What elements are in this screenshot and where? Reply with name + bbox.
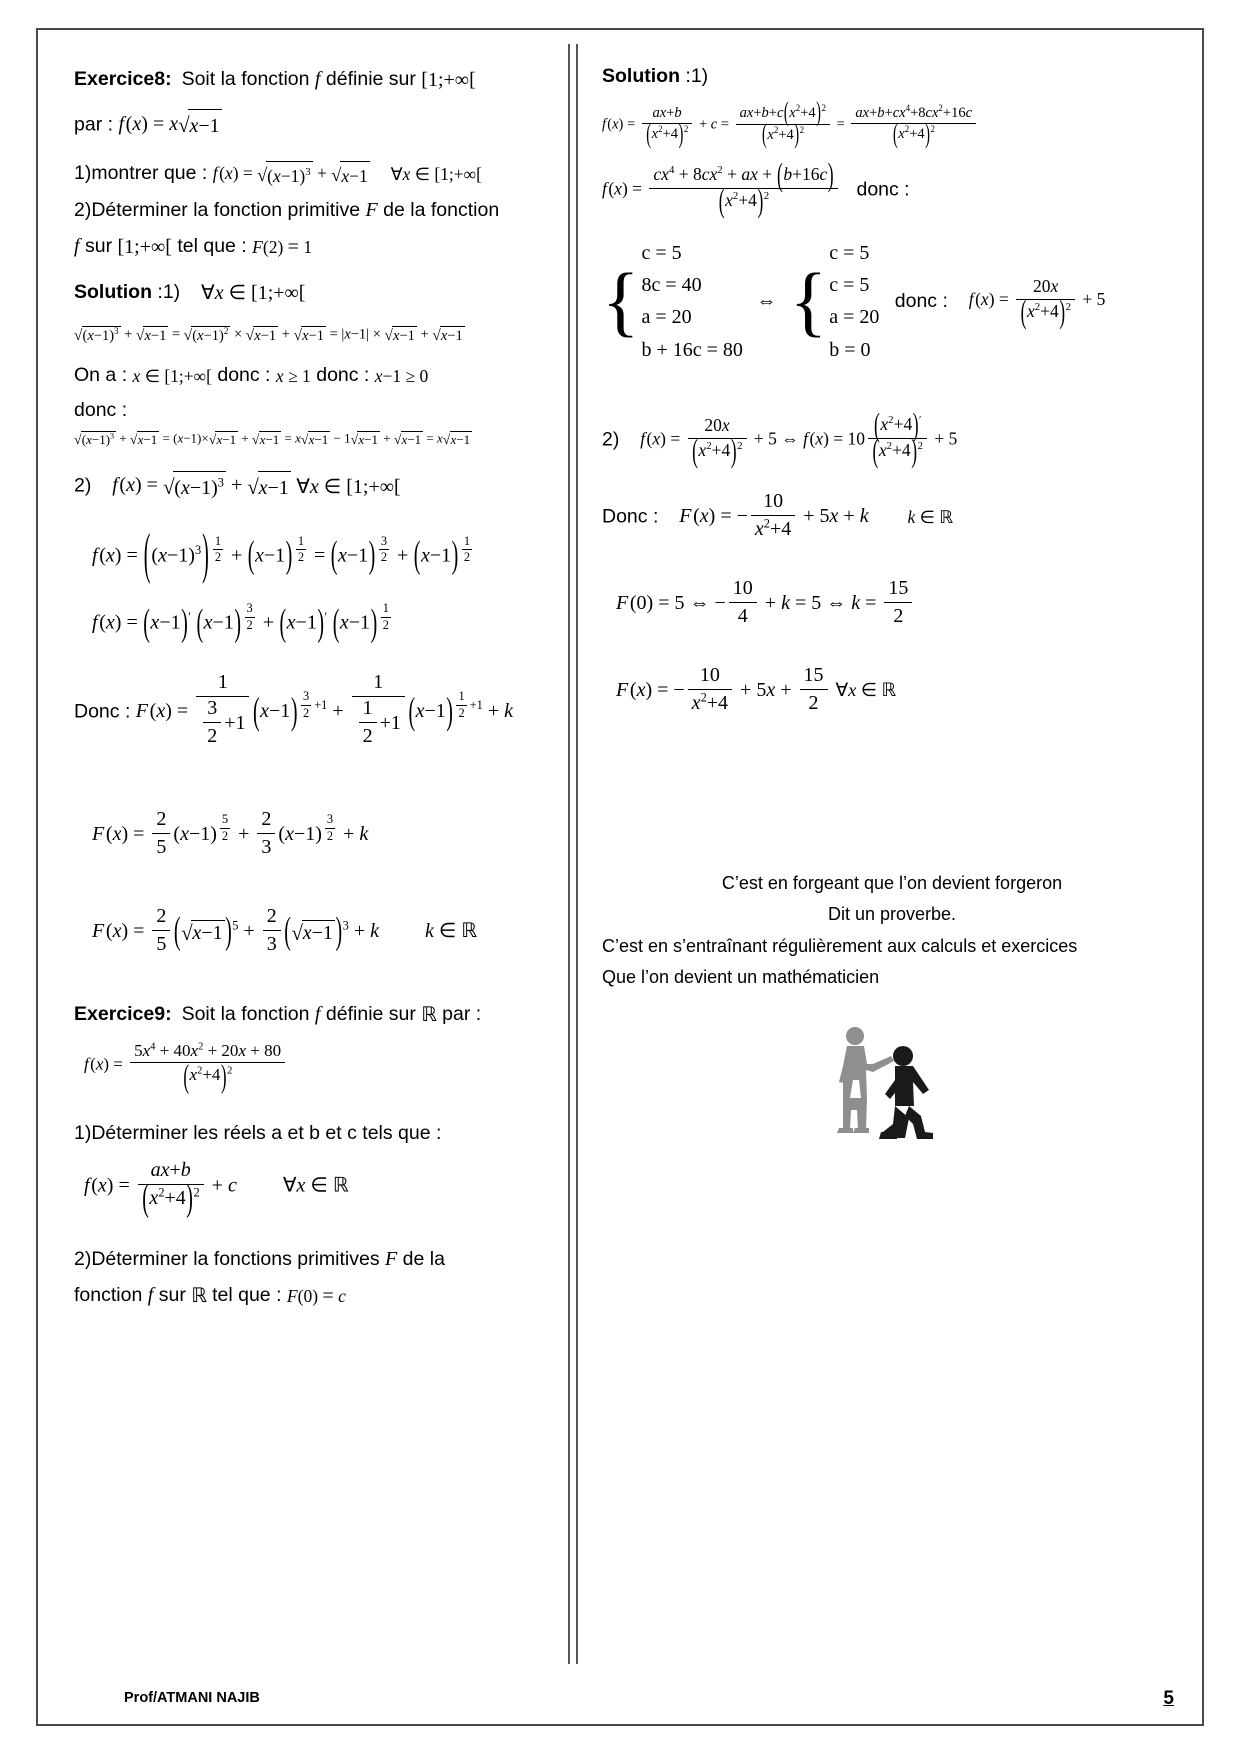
proverb-block <box>602 868 1182 994</box>
system-left-row: b + 16c = 80 <box>641 338 743 361</box>
part2-fx: f $(x) = √(x-1)^3 + √x-1$ <box>112 470 291 503</box>
solution8-eq2: $√(x-1)^3 + √x-1 = (x-1)\times√x-1 + √x-1 = x√x-1 - 1√x-1 + √x-1 = x√x-1$ <box>74 430 471 448</box>
solution9-eq2-line <box>602 155 1182 220</box>
exercise8-q2 <box>74 195 558 225</box>
footer-author: Prof/ATMANI NAJIB <box>124 1690 260 1706</box>
exercise8-par-line <box>74 109 558 142</box>
solution8-eq1: $√(x-1)^3 + √x-1 = √(x-1)^2 \times √x-1 + √x-1 = |x-1| \times √x-1 + √x-1$ <box>74 326 463 345</box>
solution8-eq5: F (x) = 1 $\frac{3}{2}$ +1 (x−1) $^{\frac{3}{2} +1}$ + 1 $\frac{1}{2}$ +1 (x−1) $^{\frac{1}{2} +1}$ + k <box>135 670 514 747</box>
solution8-eq7: F (x) = $\frac{2}{5}$ (√x−1 )$^5$ + $\frac{2}{3}$ (√x−1 )$^3$ + k k ∈ ℝ <box>92 904 477 955</box>
solution8-eq3: f $(x) = ((x-1)^3)$ $^{\frac{1}{2}}$ + (x−1) $^{\frac{1}{2}}$ = (x−1) $^{\frac{3}{2}}$ + (x−1) $^{\frac{1}{2}}$ <box>92 524 471 587</box>
exercise9-q2-F: F <box>385 1247 398 1270</box>
exercise8-mid: définie sur <box>325 68 416 90</box>
exercise9-q2-telque: tel que : <box>212 1283 282 1306</box>
solution8-donc-label: donc : <box>74 399 128 422</box>
system-left <box>602 237 743 367</box>
page-footer <box>38 1670 1202 1710</box>
solution9-heading <box>602 62 1182 91</box>
system-left-row: a = 20 <box>641 306 692 329</box>
ona-donc1: donc : <box>217 363 271 386</box>
solution9-systems <box>602 237 1182 367</box>
q1-text: 1)montrer que : <box>74 162 208 185</box>
q1-forall: ∀x ∈ [1;+∞[ <box>390 164 482 185</box>
exercise9-q2-sur: sur <box>158 1283 186 1306</box>
q2-text: 2)Déterminer la fonction primitive <box>74 199 361 222</box>
figure-container <box>602 1020 1182 1150</box>
solution9-eq3: f (x) = $\frac{20x}{(x^2+4)^2}$ + 5 ⇔ f (x) = 10 $\frac{(x^2+4)'}{(x^2+4)^2}$ + 5 <box>640 405 958 470</box>
solution9-eq2: f (x) = $\frac{cx^4 + 8cx^2 + ax + (b+16c)}{(x^2+4)^2}$ <box>602 166 841 215</box>
system-donc: donc : <box>894 289 948 312</box>
exercise9-q2-condition: F(0) = c <box>286 1284 346 1307</box>
exercise8-q2-line2 <box>74 231 558 262</box>
q2-rest: de la fonction <box>383 199 500 222</box>
solution8-heading <box>74 278 558 308</box>
solution8-marker: :1) <box>157 281 181 304</box>
q2-condition: F(2) = 1 <box>252 236 313 259</box>
system-right-row: a = 20 <box>829 306 880 329</box>
system-right-row: b = 0 <box>829 338 871 361</box>
exercise9-q2-rest: de la <box>402 1247 445 1270</box>
solution9-donc-label: Donc : <box>602 505 659 528</box>
exercise8-heading <box>74 64 558 95</box>
equivalence-symbol: ⇔ <box>756 290 777 313</box>
q2-sur: sur <box>84 235 113 258</box>
solution8-part2 <box>74 470 558 503</box>
proverb-line4: Que l’on devient un mathématicien <box>602 967 880 988</box>
system-right <box>790 237 880 367</box>
solution9-eq1: f (x) = $\frac{ax+b}{(x^2+4)^2}$ + c = $\frac{ax+b+c(x^2+4)^2}{(x^2+4)^2}$ = $\frac{ax+b+cx^4+8cx^2+16c}{(x^2+4)^2}$ <box>602 105 1182 145</box>
solution9-eq5: F (0) = 5 ⇔ − $\frac{10}{4}$ + k = 5 ⇔ k = $\frac{15}{2}$ <box>616 578 1182 631</box>
footer-page-number: 5 <box>1163 1688 1174 1709</box>
exercise9-f-symbol: f <box>314 1002 321 1025</box>
donc2-label: Donc : <box>74 700 131 723</box>
exercise9-q1: 1)Déterminer les réels a et b et c tels que : <box>74 1121 442 1144</box>
solution9-eq2-donc: donc : <box>856 178 910 201</box>
ona-ge1: x ≥ 1 <box>275 365 311 386</box>
q1-formula: f $(x) = √(x-1)^3 + √x-1$ <box>213 160 370 190</box>
solution9-marker: :1) <box>685 65 709 87</box>
ona-donc2: donc : <box>316 363 370 386</box>
column-divider <box>568 44 578 1664</box>
left-brace-icon: { <box>602 257 640 345</box>
q2-telque: tel que : <box>177 235 247 258</box>
solution9-eq4-k: k ∈ ℝ <box>907 507 953 528</box>
par-label: par : <box>74 113 114 136</box>
exercise9-q2-text: 2)Déterminer la fonctions primitives <box>74 1247 380 1270</box>
solution8-label: Solution <box>74 281 152 304</box>
solution8-donc2-line <box>74 672 558 753</box>
q2-f-symbol: f <box>74 235 80 258</box>
exercise8-formula: f (x) = x√x−1 <box>118 109 221 142</box>
ona-ge0: x−1 ≥ 0 <box>374 365 429 386</box>
left-brace-icon: { <box>789 257 828 345</box>
exercise8-domain: [1;+∞[ <box>421 68 476 91</box>
left-column <box>52 44 568 1664</box>
part2-marker: 2) <box>74 474 92 497</box>
solution9-eq4: F (x) = − $\frac{10}{x^2+4}$ + 5x + k <box>679 489 869 540</box>
right-column <box>588 44 1188 1664</box>
proverb-line1: C’est en forgeant que l’on devient forgeron <box>721 872 1063 893</box>
exercise9-q1-formula: f (x) = $\frac{ax+b}{(x^2+4)^2}$ + c ∀x ∈ ℝ <box>84 1158 349 1220</box>
exercise9-q2-lead: fonction <box>74 1283 143 1306</box>
solution8-forall: ∀x ∈ [1;+∞[ <box>201 282 306 305</box>
system-right-row: c = 5 <box>829 273 870 296</box>
solution9-eq6: F (x) = − $\frac{10}{x^2+4}$ + 5x + $\frac{15}{2}$ ∀x ∈ ℝ <box>616 663 896 714</box>
exercise9-mid: définie sur <box>325 1002 416 1025</box>
exercise8-q1 <box>74 159 558 189</box>
exercise9-formula: f (x) = $\frac{5x^4 + 40x^2 + 20x + 80}{(x^2+4)^2}$ <box>84 1042 558 1089</box>
exercise9-end: par : <box>442 1002 482 1025</box>
system-left-row: c = 5 <box>641 241 682 264</box>
exercise9-domain: ℝ <box>421 1003 437 1026</box>
exercise9-q2 <box>74 1244 558 1274</box>
ona-text: On a : <box>74 363 128 386</box>
system-right-row: c = 5 <box>829 241 870 264</box>
ona-x-domain: x ∈ [1;+∞[ <box>132 365 212 386</box>
solution8-ona-line <box>74 361 558 390</box>
solution9-part2-marker: 2) <box>602 428 620 451</box>
solution8-eq6: F (x) = $\frac{2}{5}$ (x−1) $^{\frac{5}{2}}$ + $\frac{2}{3}$ (x−1) $^{\frac{3}{2}}$ + k <box>92 807 369 858</box>
solution9-donc-line <box>602 491 1182 544</box>
exercise9-heading <box>74 999 558 1030</box>
page-content <box>52 44 1188 1664</box>
exercise8-lead: Soit la fonction <box>181 68 310 90</box>
blacksmith-silhouette-icon <box>817 1020 967 1150</box>
solution9-part2-line <box>602 405 1182 470</box>
exercise9-q2-line2 <box>74 1280 558 1311</box>
solution9-label: Solution <box>602 65 680 87</box>
system-result: f (x) = $\frac{20x}{(x^2+4)^2}$ + 5 <box>968 275 1106 330</box>
proverb-line2: Dit un proverbe. <box>827 904 957 925</box>
q2-F-symbol: F <box>365 199 378 222</box>
exercise9-label: Exercice9: <box>74 1002 172 1025</box>
exercise9-lead: Soit la fonction <box>181 1002 310 1025</box>
exercise9-q2-f: f <box>147 1283 154 1306</box>
q2-domain: [1;+∞[ <box>117 236 172 259</box>
system-left-row: 8c = 40 <box>641 273 702 296</box>
exercise9-q2-domain: ℝ <box>191 1284 207 1307</box>
document-page <box>36 28 1204 1726</box>
exercise8-f-symbol: f <box>314 68 321 90</box>
exercise8-label: Exercice8: <box>74 68 172 90</box>
proverb-line3: C’est en s’entraînant régulièrement aux calculs et exercices <box>602 935 1078 956</box>
solution8-eq4: f (x) = (x−1)′ (x−1) $^{\frac{3}{2}}$ + (x−1)′ (x−1) $^{\frac{1}{2}}$ <box>92 601 389 645</box>
part2-forall: ∀x ∈ [1;+∞[ <box>296 475 401 498</box>
